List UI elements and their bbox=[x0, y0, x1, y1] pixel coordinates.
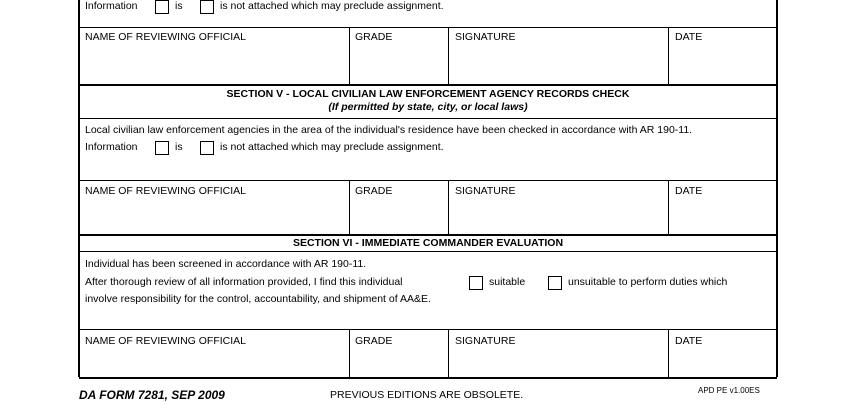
section5-statement: Local civilian law enforcement agencies in the area of the individual's residence have been checked in accordance with AR 190-11. bbox=[85, 124, 693, 136]
signature-label-s4: SIGNATURE bbox=[455, 31, 516, 43]
is-label-s5: is bbox=[175, 141, 183, 153]
section6-title: SECTION VI - IMMEDIATE COMMANDER EVALUATION bbox=[292, 237, 564, 249]
official-label-s4: NAME OF REVIEWING OFFICIAL bbox=[85, 31, 247, 43]
not-attached-checkbox-s5[interactable] bbox=[200, 141, 214, 155]
section-divider bbox=[79, 84, 777, 86]
section6-line1: Individual has been screened in accordance with AR 190-11. bbox=[85, 258, 367, 270]
info-label-s4: Information bbox=[85, 0, 138, 12]
date-label-s6: DATE bbox=[675, 335, 703, 347]
form-right-border bbox=[776, 0, 778, 377]
section5-subtitle: (If permitted by state, city, or local laws) bbox=[328, 101, 528, 113]
section6-line2: After thorough review of all information provided, I find this individual bbox=[85, 276, 403, 288]
version-label: APD PE v1.00ES bbox=[698, 386, 760, 395]
grade-label-s5: GRADE bbox=[355, 185, 393, 197]
grade-label-s4: GRADE bbox=[355, 31, 393, 43]
is-checkbox-s5[interactable] bbox=[155, 141, 169, 155]
not-attached-label-s5: is not attached which may preclude assignment. bbox=[220, 141, 444, 153]
official-label-s6: NAME OF REVIEWING OFFICIAL bbox=[85, 335, 247, 347]
form-id: DA FORM 7281, SEP 2009 bbox=[79, 388, 225, 402]
section6-line3: involve responsibility for the control, accountability, and shipment of AA&E. bbox=[85, 293, 431, 305]
date-label-s5: DATE bbox=[675, 185, 703, 197]
previous-editions-note: PREVIOUS EDITIONS ARE OBSOLETE. bbox=[330, 389, 524, 401]
info-label-s5: Information bbox=[85, 141, 138, 153]
section-divider bbox=[79, 234, 777, 236]
not-attached-label-s4: is not attached which may preclude assignment. bbox=[220, 0, 444, 12]
not-attached-checkbox-s4[interactable] bbox=[200, 0, 214, 14]
is-checkbox-s4[interactable] bbox=[155, 0, 169, 14]
divider bbox=[79, 118, 777, 119]
date-label-s4: DATE bbox=[675, 31, 703, 43]
signature-label-s6: SIGNATURE bbox=[455, 335, 516, 347]
form-bottom-border bbox=[79, 377, 777, 379]
unsuitable-checkbox[interactable] bbox=[548, 276, 562, 290]
divider bbox=[79, 251, 777, 252]
official-label-s5: NAME OF REVIEWING OFFICIAL bbox=[85, 185, 247, 197]
suitable-checkbox[interactable] bbox=[469, 276, 483, 290]
grade-label-s6: GRADE bbox=[355, 335, 393, 347]
signature-label-s5: SIGNATURE bbox=[455, 185, 516, 197]
is-label-s4: is bbox=[175, 0, 183, 12]
section5-title: SECTION V - LOCAL CIVILIAN LAW ENFORCEMENT AGENCY RECORDS CHECK bbox=[226, 88, 630, 100]
suitable-label: suitable bbox=[489, 276, 526, 288]
unsuitable-label: unsuitable to perform duties which bbox=[568, 276, 728, 288]
